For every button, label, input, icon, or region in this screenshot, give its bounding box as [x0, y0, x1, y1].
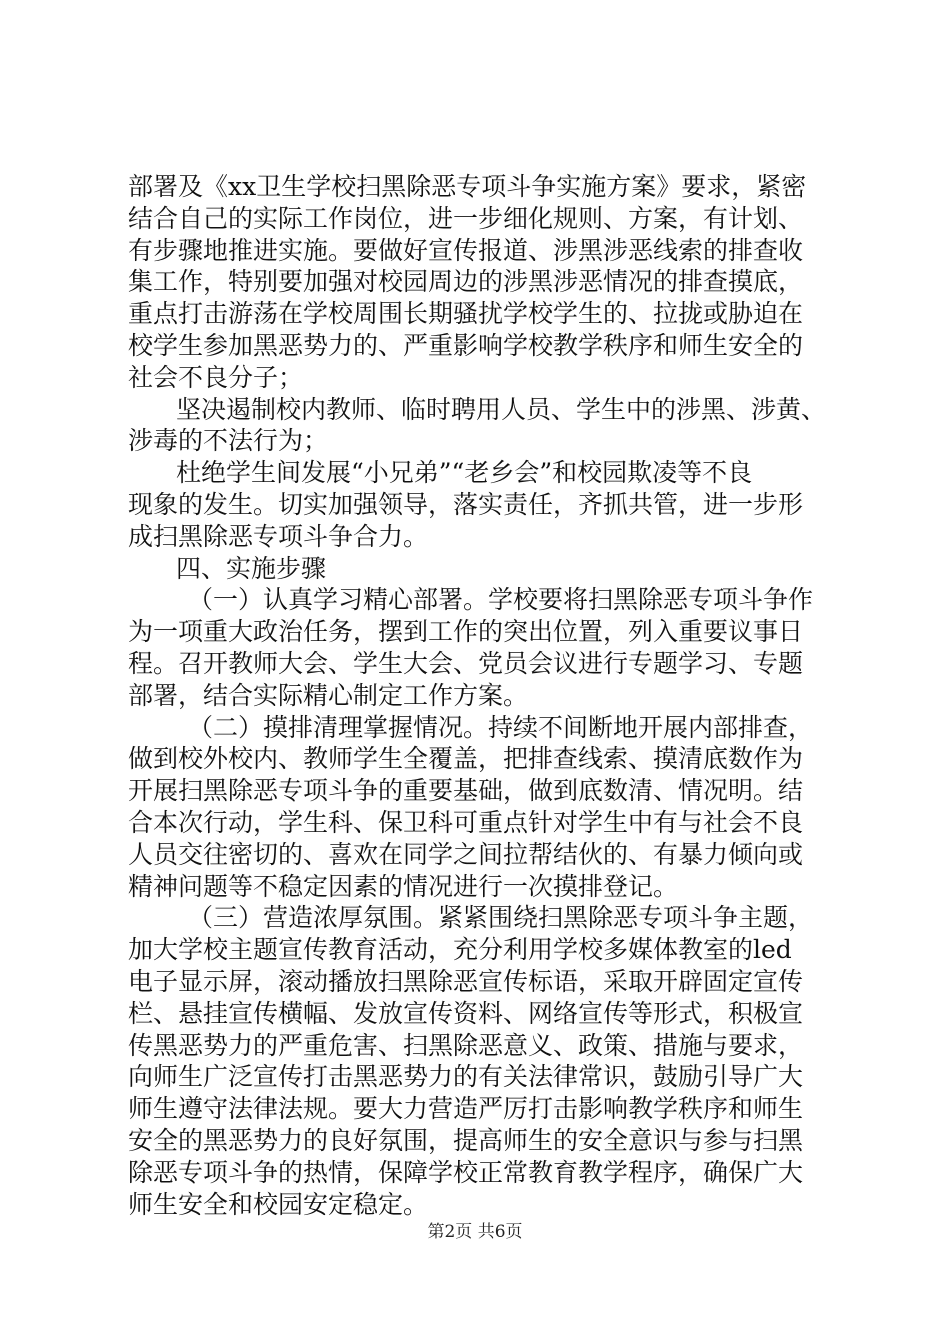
text-line: 向师生广泛宣传打击黑恶势力的有关法律常识，鼓励引导广大: [128, 1062, 804, 1092]
page-footer: 第2页 共6页: [427, 1222, 523, 1242]
paragraph: [128, 902, 850, 1220]
paragraph: [128, 553, 850, 585]
text-line: 开展扫黑除恶专项斗争的重要基础，做到底数清、情况明。结: [128, 776, 804, 806]
text-line: 电子显示屏，滚动播放扫黑除恶宣传标语，采取开辟固定宣传: [128, 966, 804, 996]
paragraph: [128, 171, 850, 394]
text-line: 做到校外校内、教师学生全覆盖，把排查线索、摸清底数作为: [128, 744, 804, 774]
text-line: 人员交往密切的、喜欢在同学之间拉帮结伙的、有暴力倾向或: [128, 839, 804, 869]
text-line: 校学生参加黑恶势力的、严重影响学校教学秩序和师生安全的: [128, 330, 804, 360]
text-line: 栏、悬挂宣传横幅、发放宣传资料、网络宣传等形式，积极宣: [128, 998, 804, 1028]
text-line: 师生遵守法律法规。要大力营造严厉打击影响教学秩序和师生: [128, 1094, 804, 1124]
paragraph: [128, 712, 850, 903]
text-line: （一）认真学习精心部署。学校要将扫黑除恶专项斗争作: [188, 585, 814, 615]
text-line: （三）营造浓厚氛围。紧紧围绕扫黑除恶专项斗争主题，: [188, 903, 814, 933]
text-line: 安全的黑恶势力的良好氛围，提高师生的安全意识与参与扫黑: [128, 1125, 804, 1155]
text-line: 师生安全和校园安定稳定。: [128, 1189, 429, 1219]
paragraph: [128, 584, 850, 711]
text-line: 精神问题等不稳定因素的情况进行一次摸排登记。: [128, 871, 679, 901]
text-line: 成扫黑除恶专项斗争合力。: [128, 521, 429, 551]
text-line: 有步骤地推进实施。要做好宣传报道、涉黑涉恶线索的排查收: [128, 235, 804, 265]
paragraph: [128, 457, 850, 552]
text-line: 社会不良分子；: [128, 362, 304, 392]
text-line: 四、实施步骤: [176, 553, 327, 583]
text-line: 传黑恶势力的严重危害、扫黑除恶意义、政策、措施与要求，: [128, 1030, 804, 1060]
document-body: [128, 171, 850, 1220]
paragraph: [128, 394, 850, 458]
text-line: 坚决遏制校内教师、临时聘用人员、学生中的涉黑、涉黄、: [176, 394, 827, 424]
text-line: 加大学校主题宣传教育活动，充分利用学校多媒体教室的led: [128, 935, 792, 965]
text-line: （二）摸排清理掌握情况。持续不间断地开展内部排查，: [188, 712, 814, 742]
text-line: 集工作，特别要加强对校园周边的涉黑涉恶情况的排查摸底，: [128, 267, 804, 297]
text-line: 部署及《xx卫生学校扫黑除恶专项斗争实施方案》要求，紧密: [128, 172, 807, 201]
text-line: 涉毒的不法行为；: [128, 426, 329, 456]
text-line: 程。召开教师大会、学生大会、党员会议进行专题学习、专题: [128, 648, 804, 678]
text-line: 除恶专项斗争的热情，保障学校正常教育教学程序，确保广大: [128, 1157, 804, 1187]
text-line: 杜绝学生间发展“小兄弟”“老乡会”和校园欺凌等不良: [176, 458, 753, 488]
text-line: 现象的发生。切实加强领导，落实责任，齐抓共管，进一步形: [128, 489, 804, 519]
text-line: 部署，结合实际精心制定工作方案。: [128, 680, 529, 710]
text-line: 重点打击游荡在学校周围长期骚扰学校学生的、拉拢或胁迫在: [128, 299, 804, 329]
text-line: 结合自己的实际工作岗位，进一步细化规则、方案，有计划、: [128, 203, 804, 233]
text-line: 合本次行动，学生科、保卫科可重点针对学生中有与社会不良: [128, 807, 804, 837]
text-line: 为一项重大政治任务，摆到工作的突出位置，列入重要议事日: [128, 617, 804, 647]
